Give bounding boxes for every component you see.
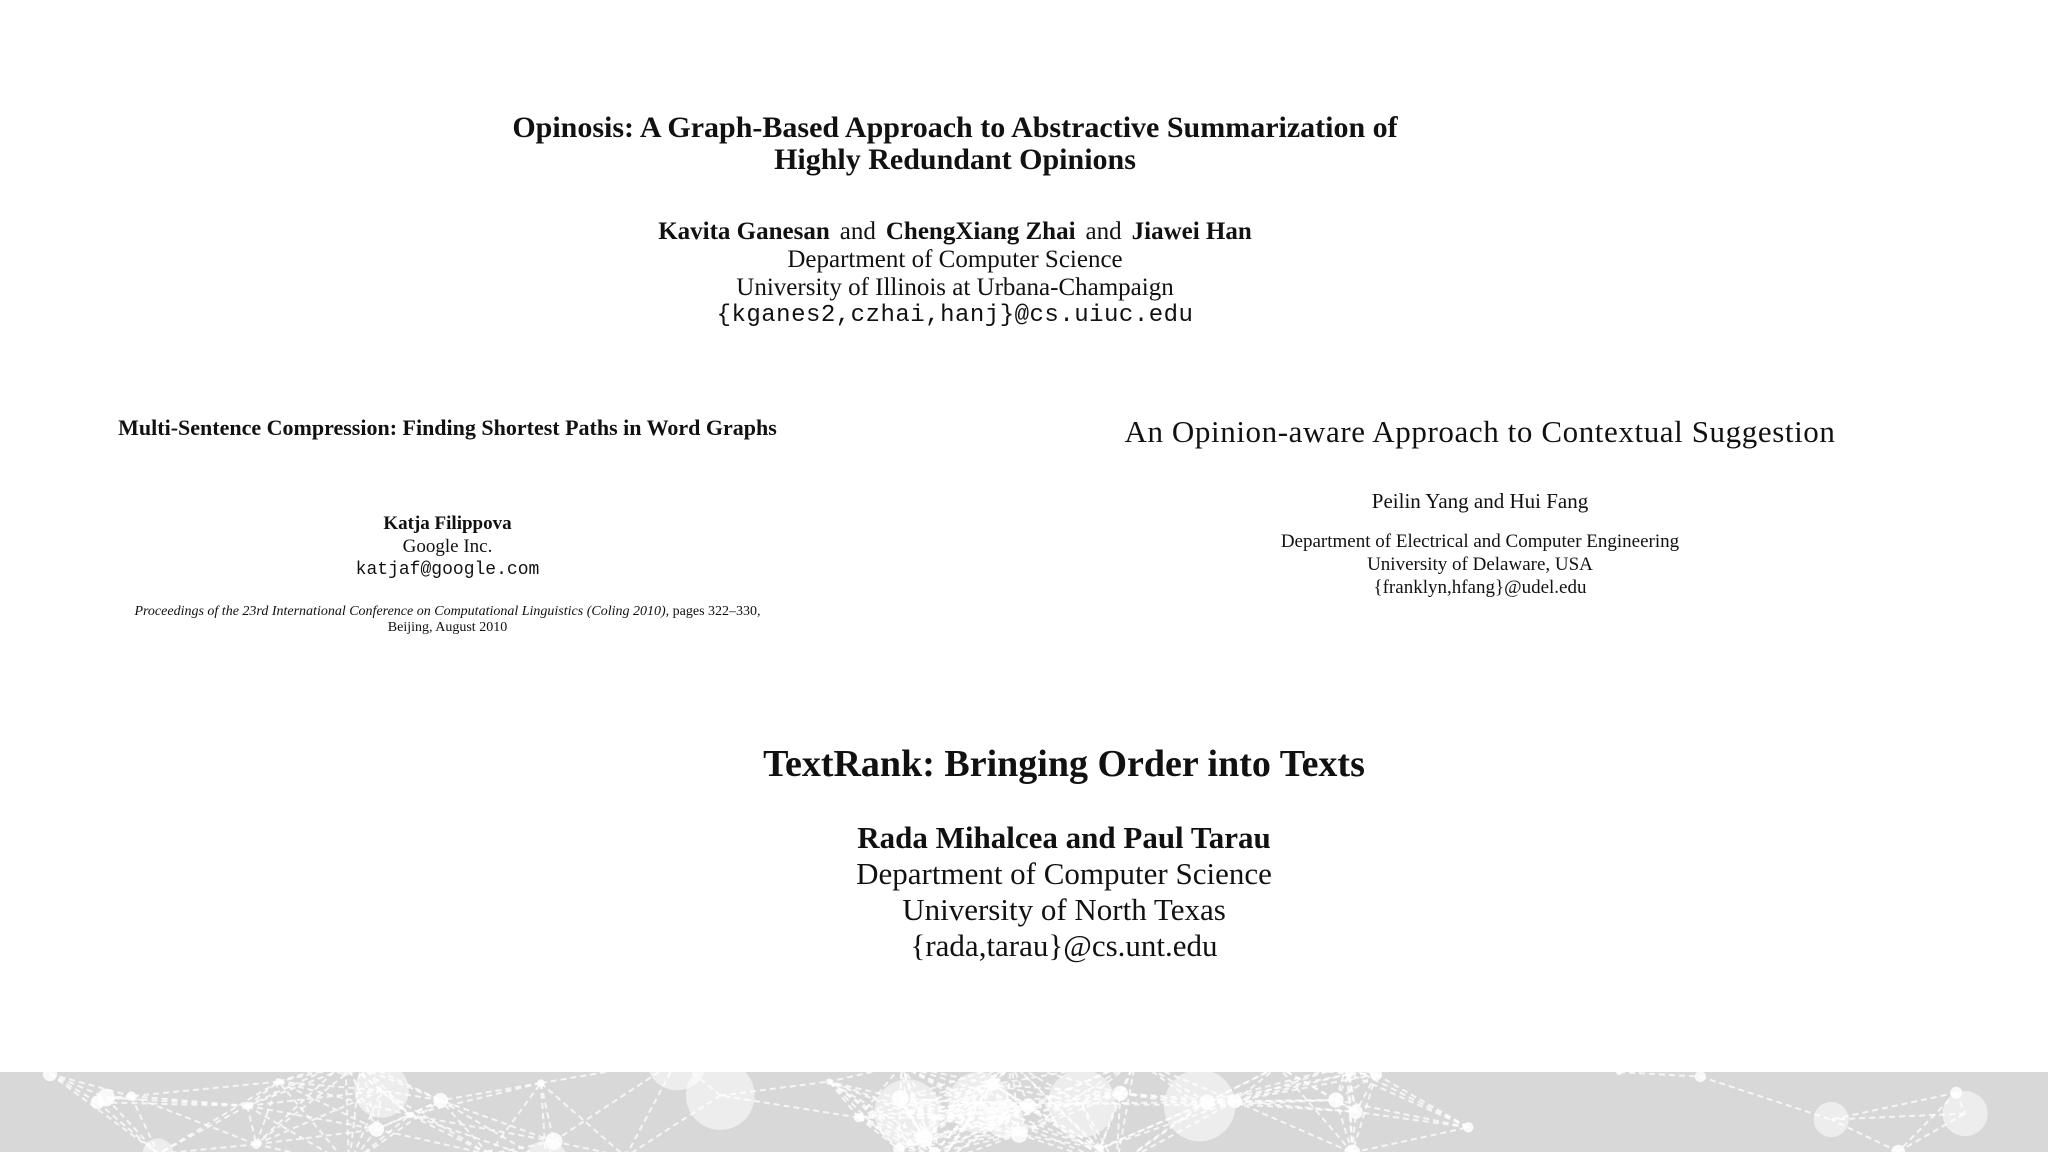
network-node (43, 1072, 57, 1081)
network-node (243, 1102, 251, 1110)
author-list: Peilin Yang and Hui Fang (1371, 489, 1589, 513)
paper-header-msc (60, 414, 835, 636)
network-edge (1831, 1093, 1956, 1120)
department: Department of Electrical and Computer Engineering (1280, 531, 1680, 552)
network-node (1695, 1072, 1706, 1082)
network-node (854, 1113, 863, 1122)
network-node (1370, 1072, 1382, 1080)
footer-network-pattern (0, 1072, 2048, 1152)
author-email: katjaf@google.com (355, 560, 540, 580)
network-node (892, 1090, 909, 1107)
network-node (1328, 1092, 1343, 1107)
network-node (1344, 1145, 1360, 1152)
paper-header-opinion-aware (980, 414, 1980, 599)
author-name: Katja Filippova (383, 513, 512, 534)
department: Department of Computer Science (787, 246, 1123, 273)
network-node (97, 1089, 115, 1107)
paper-header-opinosis (360, 112, 1550, 330)
network-edge (1619, 1072, 1700, 1077)
network-edge (1700, 1077, 1831, 1120)
network-node (1463, 1122, 1473, 1132)
network-edge (247, 1106, 256, 1144)
network-edge (131, 1096, 247, 1106)
network-node (537, 1079, 545, 1087)
author-list: Rada Mihalcea and Paul Tarau (857, 820, 1271, 855)
network-node (1942, 1091, 1987, 1136)
network-edge (50, 1074, 98, 1102)
network-node (1814, 1102, 1849, 1137)
network-edge (410, 1115, 546, 1152)
network-edge (1352, 1127, 1468, 1152)
paper-header-textrank (624, 742, 1504, 964)
network-edge (345, 1072, 349, 1152)
network-node (143, 1138, 174, 1152)
network-edge (50, 1074, 131, 1096)
proceedings-pages: , pages 322–330, (665, 604, 761, 619)
university: University of Illinois at Urbana-Champaign (736, 274, 1174, 301)
network-edge (1376, 1074, 1468, 1127)
network-node (331, 1072, 360, 1076)
author-name: Jiawei Han (1131, 218, 1252, 245)
proceedings-place: Beijing, August 2010 (387, 620, 508, 635)
network-node (826, 1078, 832, 1084)
author-email: {franklyn,hfang}@udel.edu (1373, 577, 1587, 598)
network-edge (441, 1083, 541, 1100)
network-edge (1356, 1112, 1469, 1127)
paper-title: Opinosis: A Graph-Based Approach to Abstractive Summarization of (512, 111, 1398, 144)
network-edge (247, 1106, 349, 1152)
paper-title: Multi-Sentence Compression: Finding Shortest Paths in Word Graphs (118, 415, 777, 440)
network-node (1164, 1072, 1236, 1141)
network-edge (829, 1072, 901, 1082)
author-separator: and (1085, 218, 1122, 245)
network-node (1048, 1072, 1116, 1137)
network-node (275, 1078, 282, 1085)
author-email: {kganes2,czhai,hanj}@cs.uiuc.edu (716, 302, 1194, 329)
author-name: Kavita Ganesan (658, 218, 830, 245)
network-node (354, 1072, 408, 1118)
network-graph-pattern-icon (0, 1072, 2048, 1152)
network-node (126, 1091, 136, 1101)
network-node (987, 1079, 999, 1091)
affiliation: Google Inc. (402, 536, 493, 557)
network-node (1011, 1126, 1028, 1143)
network-edge (256, 1072, 361, 1144)
network-node (931, 1114, 938, 1121)
author-separator: and (839, 218, 876, 245)
network-edge (50, 1074, 158, 1152)
network-edge (410, 1115, 554, 1141)
paper-title: An Opinion-aware Approach to Contextual Suggestion (1124, 414, 1836, 449)
university: University of North Texas (902, 892, 1226, 927)
author-list (360, 218, 1550, 246)
network-node (916, 1130, 933, 1147)
network-node (948, 1072, 1009, 1133)
network-node (433, 1093, 448, 1108)
network-node (369, 1122, 384, 1137)
network-node (1349, 1105, 1363, 1119)
network-node (1616, 1072, 1622, 1075)
network-node (1021, 1099, 1036, 1114)
paper-title-continued: Highly Redundant Opinions (774, 143, 1136, 176)
author-name: ChengXiang Zhai (885, 218, 1076, 245)
network-node (1096, 1145, 1104, 1152)
network-node (407, 1112, 413, 1118)
proceedings-venue: Proceedings of the 23rd International Conference on Computational Linguistics (Coling 2010) (134, 604, 666, 619)
network-edge (1235, 1101, 1352, 1152)
department: Department of Computer Science (856, 856, 1272, 891)
network-node (252, 1140, 261, 1149)
author-email: {rada,tarau}@cs.unt.edu (910, 928, 1218, 963)
university: University of Delaware, USA (1367, 554, 1593, 575)
network-edge (279, 1082, 349, 1152)
paper-title: TextRank: Bringing Order into Texts (763, 743, 1365, 785)
proceedings-citation (60, 604, 835, 620)
